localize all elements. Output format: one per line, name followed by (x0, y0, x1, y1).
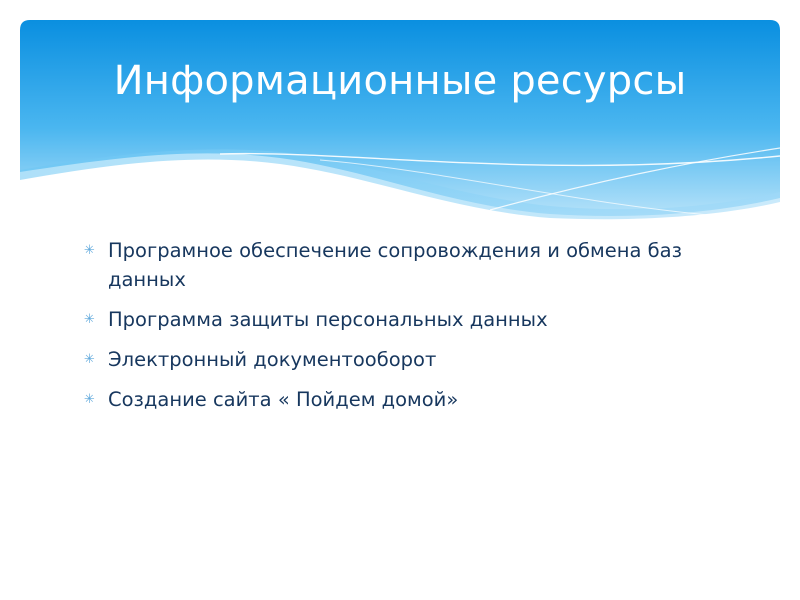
asterisk-icon: ✳ (84, 392, 95, 407)
bullet-text: Программа защиты персональных данных (108, 308, 548, 331)
list-item (84, 305, 704, 334)
bullet-text: Програмное обеспечение сопровождения и обмена баз данных (108, 239, 682, 291)
list-item (84, 385, 704, 414)
bullet-text: Создание сайта « Пойдем домой» (108, 388, 459, 411)
asterisk-icon: ✳ (84, 312, 95, 327)
asterisk-icon: ✳ (84, 352, 95, 367)
slide-title: Информационные ресурсы (113, 58, 687, 104)
bullet-list (84, 236, 704, 425)
bullet-text: Электронный документооборот (108, 348, 437, 371)
asterisk-icon: ✳ (84, 243, 95, 258)
list-item (84, 345, 704, 374)
list-item (84, 236, 704, 294)
title-banner (20, 20, 780, 220)
wave-banner-graphic (20, 20, 780, 220)
